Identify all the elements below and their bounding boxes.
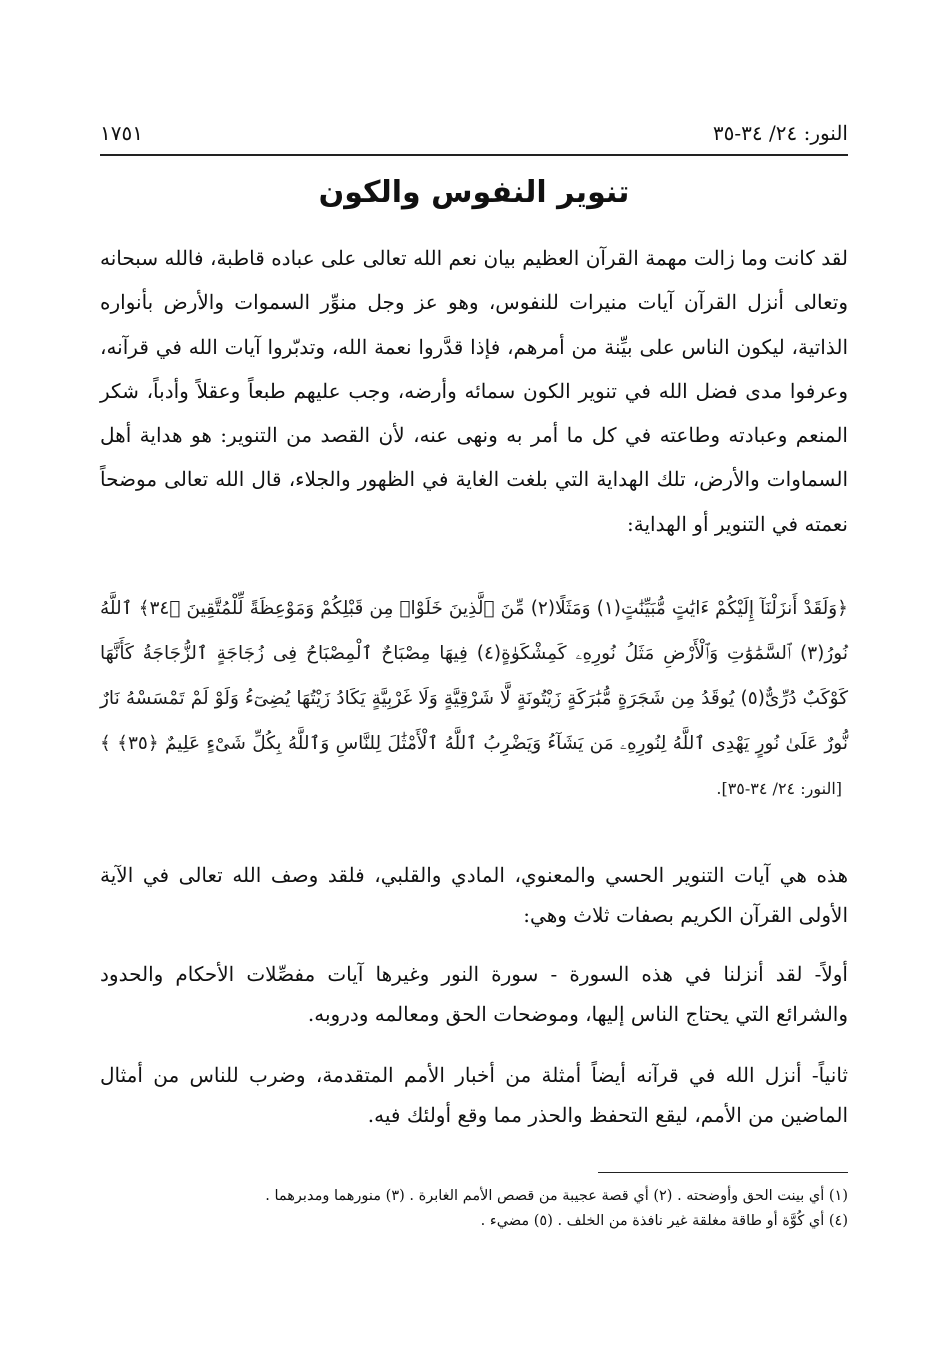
verse-reference: [النور: ٢٤/ ٣٤-٣٥]. [716, 779, 842, 798]
paragraph-2: أولاً- لقد أنزلنا في هذه السورة - سورة النور وغيرها آيات مفصِّلات الأحكام والحدود والشرائع التي يحتاج الناس إليها، وموضحات الحق ومعالمه ودروبه. [100, 962, 848, 1026]
quran-verse-block [100, 586, 848, 811]
footnote-line-1: (١) أي بينت الحق وأوضحته . (٢) أي قصة عجيبة من قصص الأمم الغابرة . (٣) منورهما ومدبرهما . [265, 1188, 848, 1204]
footnote-line-2: (٤) أي كُوَّة أو طاقة مغلقة غير نافذة من الخلف . (٥) مضيء . [480, 1213, 848, 1229]
paragraph-1: هذه هي آيات التنوير الحسي والمعنوي، المادي والقلبي، فلقد وصف الله تعالى في الآية الأولى القرآن الكريم بصفات ثلاث وهي: [100, 863, 848, 927]
paragraph-3: ثانياً- أنزل الله في قرآنه أيضاً أمثلة من أخبار الأمم المتقدمة، وضرب للناس من أمثال الماضين من الأمم، ليقع التحفظ والحذر مما وقع أولئك فيه. [100, 1063, 848, 1127]
quran-verse-text: ﴿وَلَقَدْ أَنزَلْنَآ إِلَيْكُمْ ءَايَٰتٍ مُّبَيِّنَٰتٍ(١) وَمَثَلًا(٢) مِّنَ ٱلَّذِينَ خَلَوْا۟ مِن قَبْلِكُمْ وَمَوْعِظَةً لِّلْمُتَّقِينَ ﴿٣٤﴾ ٱللَّهُ نُورُ(٣) ٱلسَّمَٰوَٰتِ وَٱلْأَرْضِ مَثَلُ نُورِهِۦ كَمِشْكَوٰةٍ(٤) فِيهَا مِصْبَاحٌ ٱلْمِصْبَاحُ فِى زُجَاجَةٍ ٱلزُّجَاجَةُ كَأَنَّهَا كَوْكَبٌ دُرِّىٌّ(٥) يُوقَدُ مِن شَجَرَةٍ مُّبَٰرَكَةٍ زَيْتُونَةٍ لَّا شَرْقِيَّةٍ وَلَا غَرْبِيَّةٍ يَكَادُ زَيْتُهَا يُضِىٓءُ وَلَوْ لَمْ تَمْسَسْهُ نَارٌ نُّورٌ عَلَىٰ نُورٍ يَهْدِى ٱللَّهُ لِنُورِهِۦ مَن يَشَآءُ وَيَضْرِبُ ٱللَّهُ ٱلْأَمْثَٰلَ لِلنَّاسِ وَٱللَّهُ بِكُلِّ شَىْءٍ عَلِيمٌ ﴿٣٥﴾ ﴾ [100, 598, 849, 754]
page-header [100, 118, 848, 158]
header-rule [100, 154, 848, 156]
page-number: ١٧٥١ [100, 121, 143, 145]
section-title: تنوير النفوس والكون [318, 175, 630, 210]
intro-paragraph: لقد كانت وما زالت مهمة القرآن العظيم بيان نعم الله تعالى على عباده قاطبة، فالله سبحانه وتعالى أنزل القرآن آيات منيرات للنفوس، وهو عز وجل منوِّر السموات والأرض بأنواره الذاتية، ليكون الناس على بيِّنة من أمرهم، فإذا قدَّروا نعمة الله، وتدبّروا آيات الله في قرآنه، وعرفوا مدى فضل الله في تنوير الكون سمائه وأرضه، وجب عليهم طبعاً وعقلاً وأدباً، شكر المنعم وعبادته وطاعته في كل ما أمر به ونهى عنه، لأن القصد من التنوير: هو هداية أهل السماوات والأرض، تلك الهداية التي بلغت الغاية في الظهور والجلاء، قال الله تعالى موضحاً نعمته في التنوير أو الهداية: [100, 246, 848, 536]
running-head: النور: ٢٤/ ٣٤-٣٥ [712, 121, 848, 145]
footnotes [100, 1184, 848, 1234]
footnote-rule [598, 1172, 848, 1173]
